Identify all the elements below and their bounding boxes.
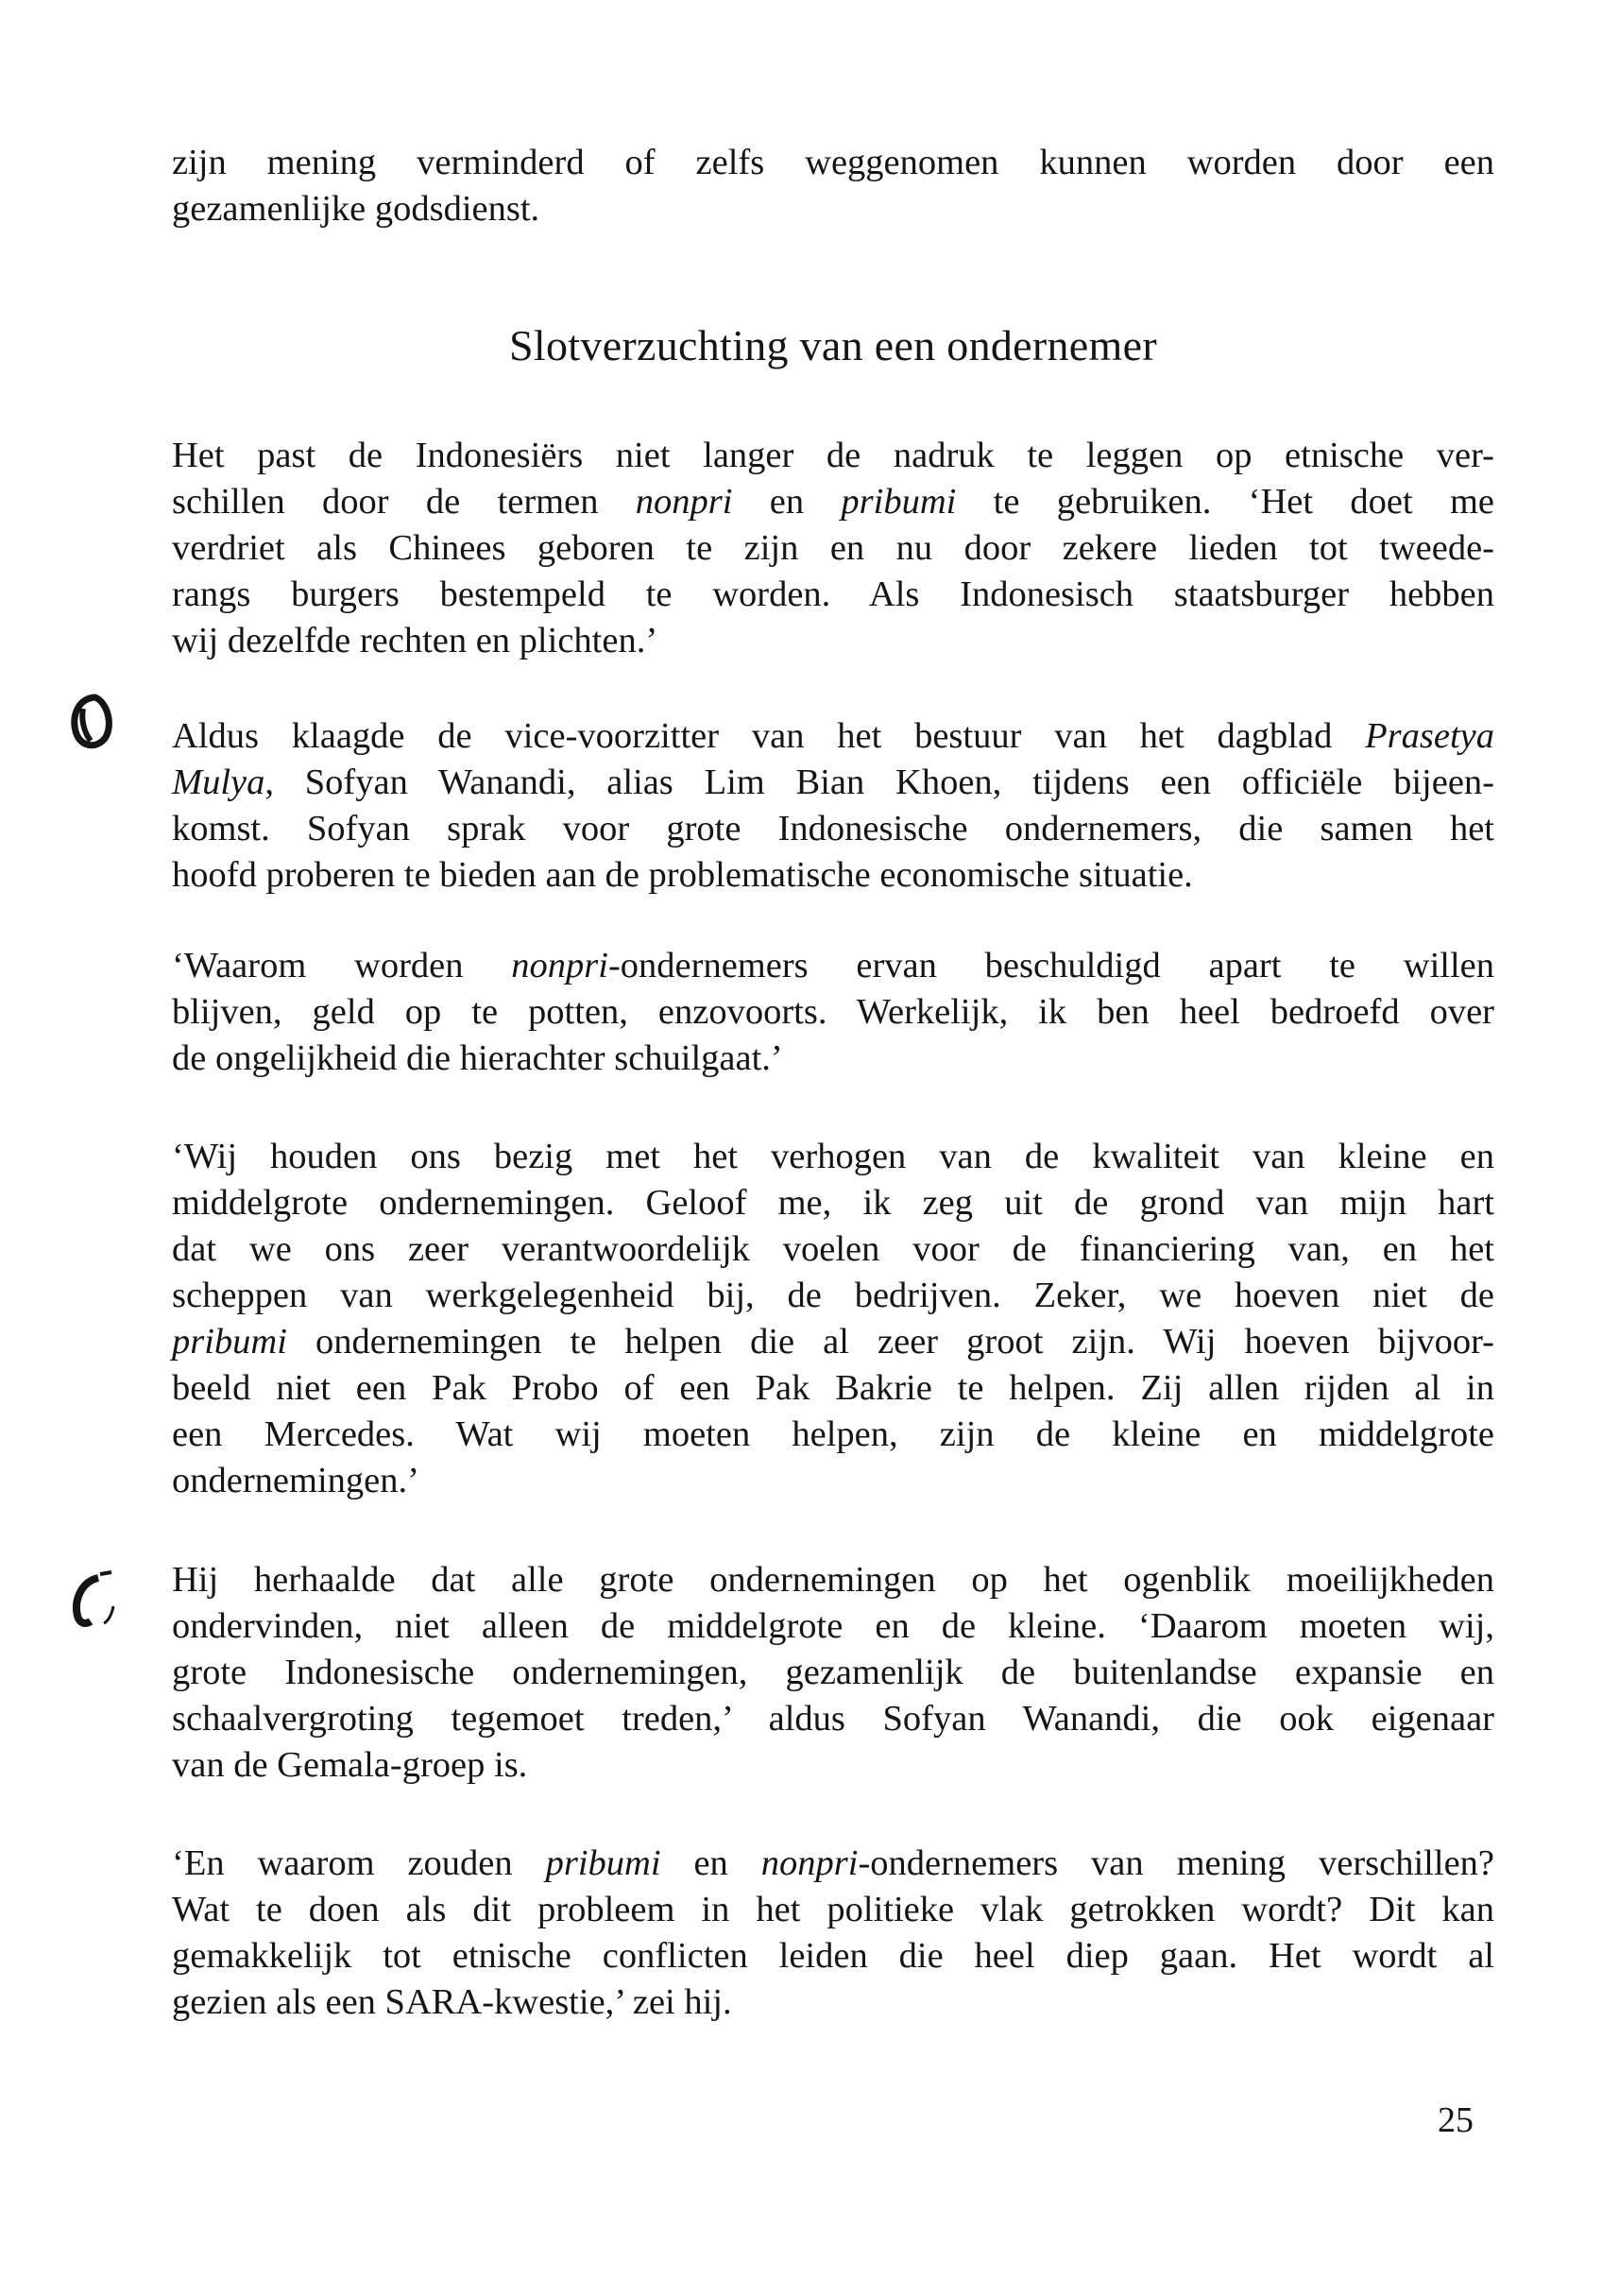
paragraph-6	[172, 1841, 1494, 2026]
text-line	[172, 760, 1494, 806]
text-run: en	[660, 1843, 761, 1883]
italic-term: pribumi	[172, 1322, 287, 1362]
text-line: beeld niet een Pak Probo of een Pak Bakrie te helpen. Zij allen rijden al in	[172, 1368, 1494, 1408]
italic-term: pribumi	[545, 1843, 661, 1883]
text-run: ‘En waarom zouden	[172, 1843, 546, 1883]
text-line: de ongelijkheid die hierachter schuilgaat.’	[172, 1038, 783, 1078]
italic-term: nonpri	[760, 1843, 859, 1883]
italic-term: pribumi	[841, 482, 957, 522]
text-line: ‘Wij houden ons bezig met het verhogen van de kwaliteit van kleine en	[172, 1137, 1494, 1176]
text-line: gemakkelijk tot etnische conflicten leiden die heel diep gaan. Het wordt al	[172, 1936, 1494, 1976]
italic-term: Mulya	[172, 762, 265, 802]
text-line: middelgrote ondernemingen. Geloof me, ik zeg uit de grond van mijn hart	[172, 1183, 1494, 1223]
text-line: rangs burgers bestempeld te worden. Als Indonesisch staatsburger hebben	[172, 574, 1494, 614]
text-run: schillen door de termen	[172, 482, 636, 522]
italic-term: nonpri	[635, 482, 733, 522]
text-run: -ondernemers ervan beschuldigd apart te willen	[607, 946, 1494, 985]
italic-term: nonpri	[511, 946, 608, 985]
text-line: Wat te doen als dit probleem in het politieke vlak getrokken wordt? Dit kan	[172, 1890, 1494, 1929]
margin-mark-icon	[62, 690, 128, 756]
text-run: , Sofyan Wanandi, alias Lim Bian Khoen, tijdens een officiële bijeen-	[264, 762, 1494, 802]
paragraph-2	[172, 713, 1494, 899]
text-line: van de Gemala-groep is.	[172, 1745, 528, 1785]
text-run: -ondernemers van mening verschillen?	[858, 1843, 1494, 1883]
text-run: ondernemingen te helpen die al zeer groot zijn. Wij hoeven bijvoor-	[286, 1322, 1494, 1362]
text-line: verdriet als Chinees geboren te zijn en nu door zekere lieden tot tweede-	[172, 528, 1494, 568]
text-line	[172, 1319, 1494, 1365]
intro-paragraph	[172, 140, 1494, 232]
text-line	[172, 479, 1494, 525]
paragraph-3	[172, 943, 1494, 1082]
text-line: schaalvergroting tegemoet treden,’ aldus Sofyan Wanandi, die ook eigenaar	[172, 1699, 1494, 1739]
text-run: en	[732, 482, 842, 522]
section-heading: Slotverzuchting van een ondernemer	[509, 321, 1157, 369]
text-line: een Mercedes. Wat wij moeten helpen, zijn de kleine en middelgrote	[172, 1414, 1494, 1454]
text-line: komst. Sofyan sprak voor grote Indonesische ondernemers, die samen het	[172, 809, 1494, 848]
text-line: Hij herhaalde dat alle grote ondernemingen op het ogenblik moeilijkheden	[172, 1560, 1494, 1600]
text-line: hoofd proberen te bieden aan de problematische economische situatie.	[172, 855, 1193, 895]
italic-term: Prasetya	[1365, 716, 1494, 756]
margin-mark-icon	[62, 1568, 128, 1635]
text-line: Het past de Indonesiërs niet langer de nadruk te leggen op etnische ver-	[172, 436, 1494, 475]
text-run: te gebruiken. ‘Het doet me	[956, 482, 1494, 522]
text-line: dat we ons zeer verantwoordelijk voelen voor de financiering van, en het	[172, 1229, 1494, 1269]
text-line: blijven, geld op te potten, enzovoorts. Werkelijk, ik ben heel bedroefd over	[172, 992, 1494, 1032]
text-line: gezien als een SARA-kwestie,’ zei hij.	[172, 1982, 732, 2022]
text-line: grote Indonesische ondernemingen, gezamenlijk de buitenlandse expansie en	[172, 1653, 1494, 1692]
text-line	[172, 943, 1494, 989]
text-line: ondernemingen.’	[172, 1461, 419, 1500]
text-run: ‘Waarom worden	[172, 946, 512, 985]
text-line: gezamenlijke godsdienst.	[172, 189, 540, 229]
text-run: Aldus klaagde de vice-voorzitter van het bestuur van het dagblad	[172, 716, 1366, 756]
text-line	[172, 713, 1494, 760]
paragraph-4	[172, 1134, 1494, 1504]
paragraph-1	[172, 433, 1494, 664]
text-line	[172, 1841, 1494, 1887]
text-line: ondervinden, niet alleen de middelgrote en de kleine. ‘Daarom moeten wij,	[172, 1606, 1494, 1646]
page-number: 25	[1438, 2100, 1474, 2140]
text-line: scheppen van werkgelegenheid bij, de bedrijven. Zeker, we hoeven niet de	[172, 1276, 1494, 1315]
paragraph-5	[172, 1557, 1494, 1789]
text-line: zijn mening verminderd of zelfs weggenomen kunnen worden door een	[172, 143, 1494, 182]
text-line: wij dezelfde rechten en plichten.’	[172, 621, 658, 660]
